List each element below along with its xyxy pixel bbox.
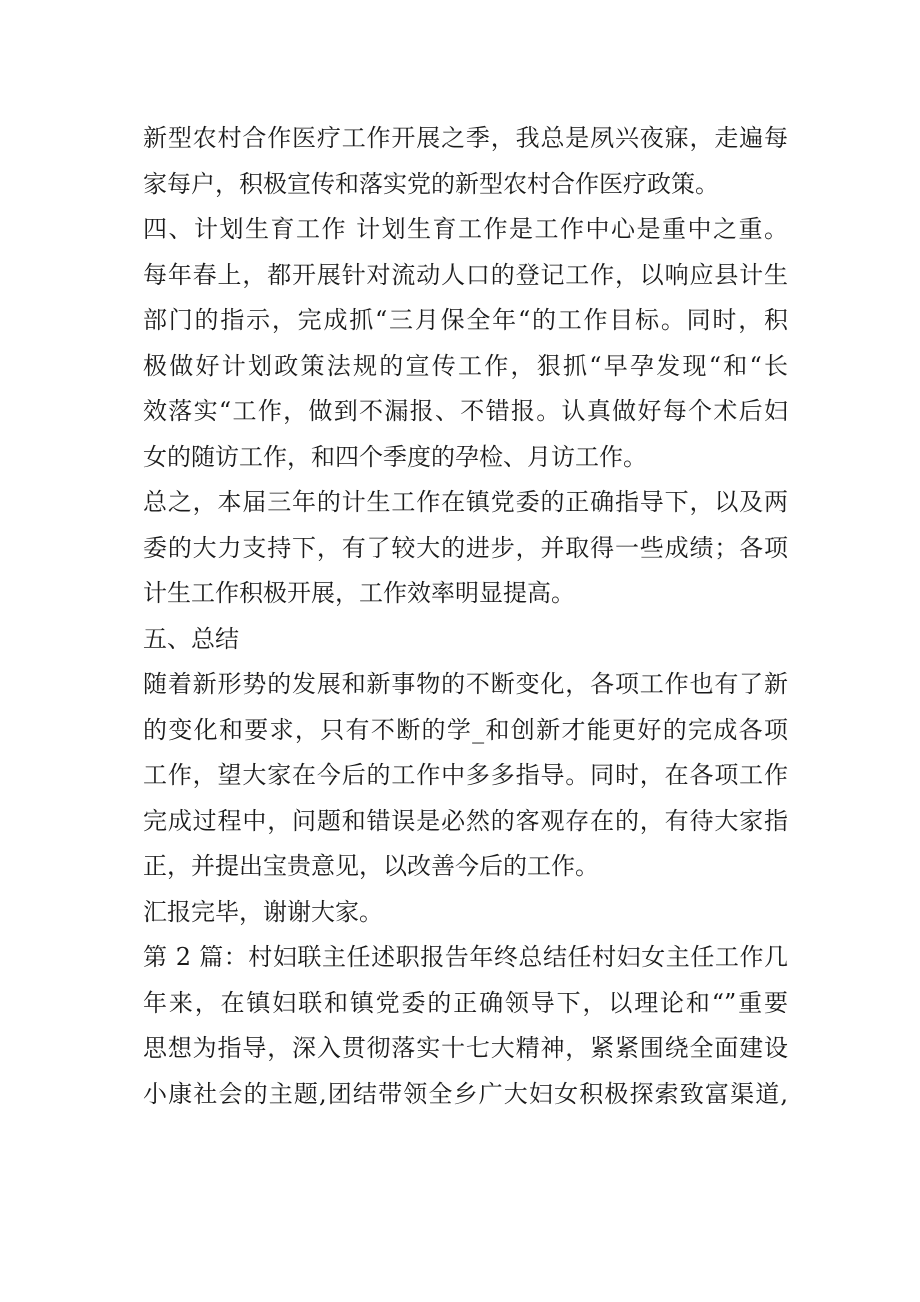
text-line: 随着新形势的发展和新事物的不断变化，各项工作也有了新	[143, 670, 788, 698]
text-line: 每年春上，都开展针对流动人口的登记工作，以响应县计生	[143, 260, 788, 289]
text-line: 效落实“工作，做到不漏报、不错报。认真做好每个术后妇	[143, 397, 788, 425]
document-body	[143, 116, 788, 1117]
text-line: 正，并提出宝贵意见，以改善今后的工作。	[143, 852, 599, 880]
text-line: 汇报完毕，谢谢大家。	[143, 897, 383, 926]
text-line: 极做好计划政策法规的宣传工作，狠抓“早孕发现“和“长	[143, 351, 788, 380]
text-line: 总之，本届三年的计生工作在镇党委的正确指导下，以及两	[143, 488, 788, 516]
text-line: 第 2 篇：村妇联主任述职报告年终总结任村妇女主任工作几	[143, 943, 788, 971]
text-line: 新型农村合作医疗工作开展之季，我总是夙兴夜寐，走遍每	[143, 124, 788, 152]
text-line: 部门的指示，完成抓“三月保全年“的工作目标。同时，积	[143, 306, 788, 334]
text-line: 小康社会的主题,团结带领全乡广大妇女积极探索致富渠道,	[143, 1079, 788, 1108]
text-line: 的变化和要求，只有不断的学_和创新才能更好的完成各项	[143, 715, 788, 744]
text-line: 四、计划生育工作 计划生育工作是工作中心是重中之重。	[143, 215, 788, 243]
text-line: 家每户，积极宣传和落实党的新型农村合作医疗政策。	[143, 169, 719, 198]
text-line: 完成过程中，问题和错误是必然的客观存在的，有待大家指	[143, 806, 788, 835]
text-line: 五、总结	[143, 624, 239, 653]
text-line: 年来，在镇妇联和镇党委的正确领导下，以理论和“”重要	[143, 988, 788, 1017]
text-line: 计生工作积极开展，工作效率明显提高。	[143, 579, 575, 607]
text-line: 思想为指导，深入贯彻落实十七大精神，紧紧围绕全面建设	[143, 1034, 788, 1062]
text-line: 女的随访工作，和四个季度的孕检、月访工作。	[143, 442, 647, 471]
text-line: 委的大力支持下，有了较大的进步，并取得一些成绩；各项	[143, 533, 788, 562]
text-line: 工作，望大家在今后的工作中多多指导。同时，在各项工作	[143, 761, 788, 789]
